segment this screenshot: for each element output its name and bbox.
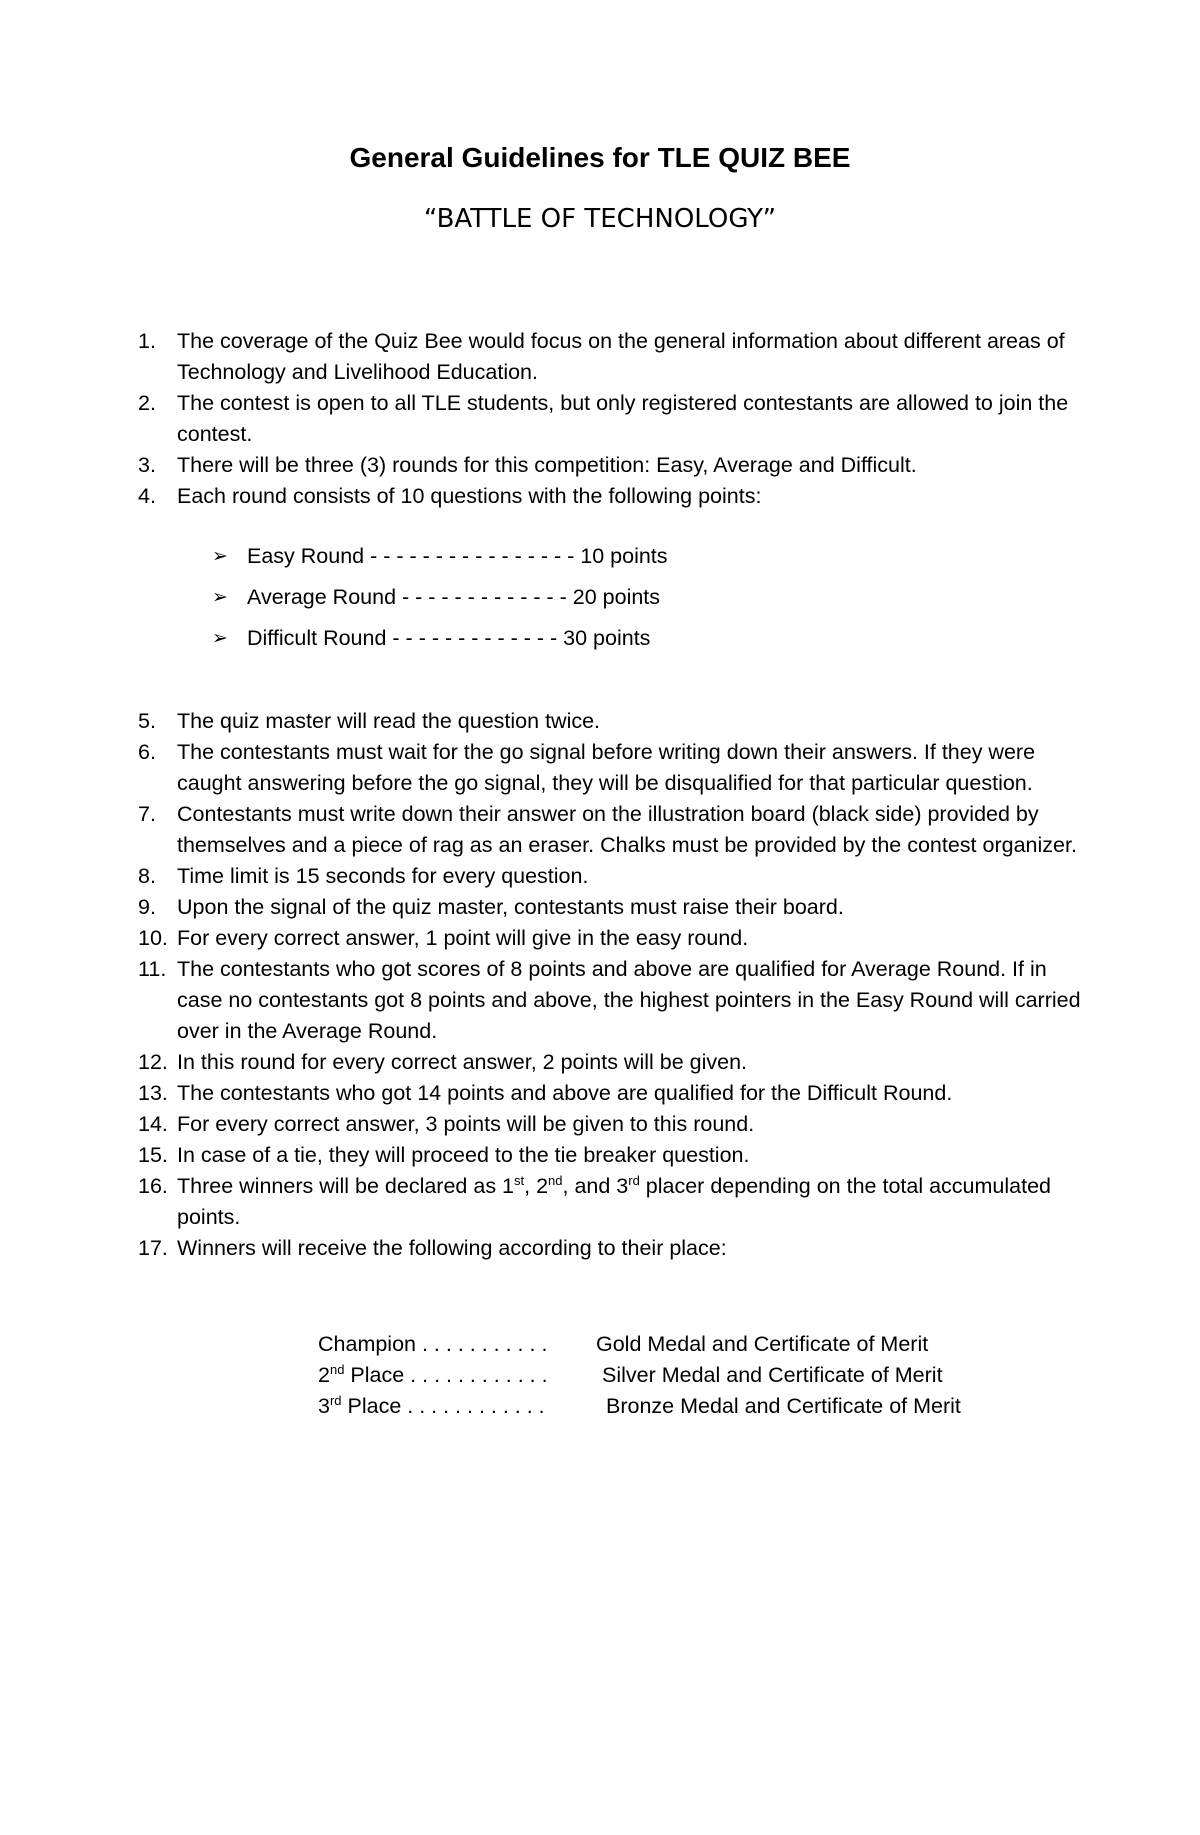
list-item [138, 861, 1098, 892]
round-item-easy [212, 541, 668, 582]
place-label: Champion [318, 1332, 416, 1356]
item-number: 17. [138, 1236, 168, 1260]
item-number: 15. [138, 1143, 168, 1167]
item-number: 4. [138, 484, 156, 508]
item-text: For every correct answer, 1 point will give in the easy round. [177, 926, 749, 950]
list-item-winners-declaration [138, 1171, 1098, 1233]
list-item-winners-prizes [138, 1233, 1098, 1264]
list-item [138, 954, 1098, 1047]
item-text: The coverage of the Quiz Bee would focus on the general information about different areas of Technology and Livelihood Education. [177, 329, 1065, 384]
item-number: 2. [138, 391, 156, 415]
ordinal-suffix: nd [329, 1361, 345, 1377]
leader-dots: . . . . . . . . . . . [416, 1332, 548, 1356]
item-number: 14. [138, 1112, 168, 1136]
ordinal-suffix: rd [329, 1392, 342, 1408]
document-subtitle: “BATTLE OF TECHNOLOGY” [423, 204, 777, 234]
place-label: Place [341, 1394, 402, 1418]
prize-place [318, 1329, 547, 1360]
guidelines-list-part2 [138, 706, 1098, 1264]
ordinal-suffix: nd [548, 1172, 563, 1188]
arrow-bullet-icon: ➢ [212, 627, 228, 649]
list-item [138, 1109, 1098, 1140]
item-text: The contestants who got 14 points and above are qualified for the Difficult Round. [177, 1081, 953, 1105]
list-item [138, 737, 1098, 799]
item-number: 16. [138, 1174, 168, 1198]
item-text-part: , and 3 [562, 1174, 629, 1198]
place-label: Place [344, 1363, 405, 1387]
item-text: Time limit is 15 seconds for every question. [177, 864, 589, 888]
item-number: 11. [138, 957, 167, 981]
round-name: Difficult Round [247, 626, 387, 650]
list-item [138, 326, 1098, 388]
item-text: The contestants must wait for the go signal before writing down their answers. If they were caught answering before the go signal, they will be disqualified for that particular question. [177, 740, 1036, 795]
place-number: 2 [318, 1363, 330, 1387]
list-item [138, 799, 1098, 861]
item-number: 12. [138, 1050, 168, 1074]
round-dashes: - - - - - - - - - - - - - [402, 585, 567, 609]
round-points: 30 points [563, 626, 651, 650]
list-item [138, 892, 1098, 923]
prize-award: Bronze Medal and Certificate of Merit [606, 1394, 961, 1418]
leader-dots: . . . . . . . . . . . . [404, 1363, 548, 1387]
leader-dots: . . . . . . . . . . . . [401, 1394, 545, 1418]
item-number: 13. [138, 1081, 168, 1105]
item-number: 1. [138, 329, 156, 353]
round-item-average [212, 582, 668, 623]
item-number: 5. [138, 709, 156, 733]
item-text: In this round for every correct answer, 2 points will be given. [177, 1050, 748, 1074]
item-number: 3. [138, 453, 156, 477]
item-text-part: placer depending on the total accumulated points. [177, 1174, 1051, 1229]
list-item [138, 706, 1098, 737]
item-number: 7. [138, 802, 156, 826]
item-text: The quiz master will read the question twice. [177, 709, 601, 733]
round-name: Average Round [247, 585, 397, 609]
list-item [138, 1047, 1098, 1078]
prize-award: Silver Medal and Certificate of Merit [602, 1363, 943, 1387]
arrow-bullet-icon: ➢ [212, 545, 228, 567]
list-item [138, 481, 1098, 512]
item-text-part: , 2 [524, 1174, 549, 1198]
list-item [138, 923, 1098, 954]
round-points: 10 points [580, 544, 668, 568]
ordinal-suffix: st [514, 1172, 525, 1188]
item-text: The contestants who got scores of 8 points and above are qualified for Average Round. If in case no contestants got 8 points and above, the highest pointers in the Easy Round will carried over in the Average Round. [177, 957, 1081, 1043]
item-text: Upon the signal of the quiz master, contestants must raise their board. [177, 895, 844, 919]
round-dashes: - - - - - - - - - - - - - [392, 626, 558, 650]
round-points: 20 points [572, 585, 661, 609]
round-dashes: - - - - - - - - - - - - - - - - [370, 544, 575, 568]
guidelines-list-part1 [138, 326, 1098, 512]
round-item-difficult [212, 623, 668, 664]
item-number: 9. [138, 895, 156, 919]
document-title: General Guidelines for TLE QUIZ BEE [349, 142, 851, 173]
item-text-part: Three winners will be declared as 1 [177, 1174, 514, 1198]
item-text: In case of a tie, they will proceed to the tie breaker question. [177, 1143, 750, 1167]
list-item [138, 388, 1098, 450]
place-number: 3 [318, 1394, 330, 1418]
item-text: For every correct answer, 3 points will be given to this round. [177, 1112, 755, 1136]
prize-place [318, 1360, 548, 1391]
item-number: 10. [138, 926, 168, 950]
item-text: Winners will receive the following according to their place: [177, 1236, 727, 1260]
prize-place [318, 1391, 545, 1422]
item-text: Each round consists of 10 questions with the following points: [177, 484, 762, 508]
item-text: There will be three (3) rounds for this competition: Easy, Average and Difficult. [177, 453, 917, 477]
round-name: Easy Round [247, 544, 365, 568]
ordinal-suffix: rd [628, 1172, 640, 1188]
item-text: The contest is open to all TLE students, but only registered contestants are allowed to join the contest. [177, 391, 1069, 446]
arrow-bullet-icon: ➢ [212, 586, 228, 608]
list-item [138, 450, 1098, 481]
item-text: Contestants must write down their answer on the illustration board (black side) provided by themselves and a piece of rag as an eraser. Chalks must be provided by the contest organizer. [177, 802, 1077, 857]
item-number: 6. [138, 740, 156, 764]
prize-award: Gold Medal and Certificate of Merit [596, 1332, 929, 1356]
rounds-points-list [212, 541, 668, 664]
item-number: 8. [138, 864, 156, 888]
list-item [138, 1140, 1098, 1171]
list-item [138, 1078, 1098, 1109]
